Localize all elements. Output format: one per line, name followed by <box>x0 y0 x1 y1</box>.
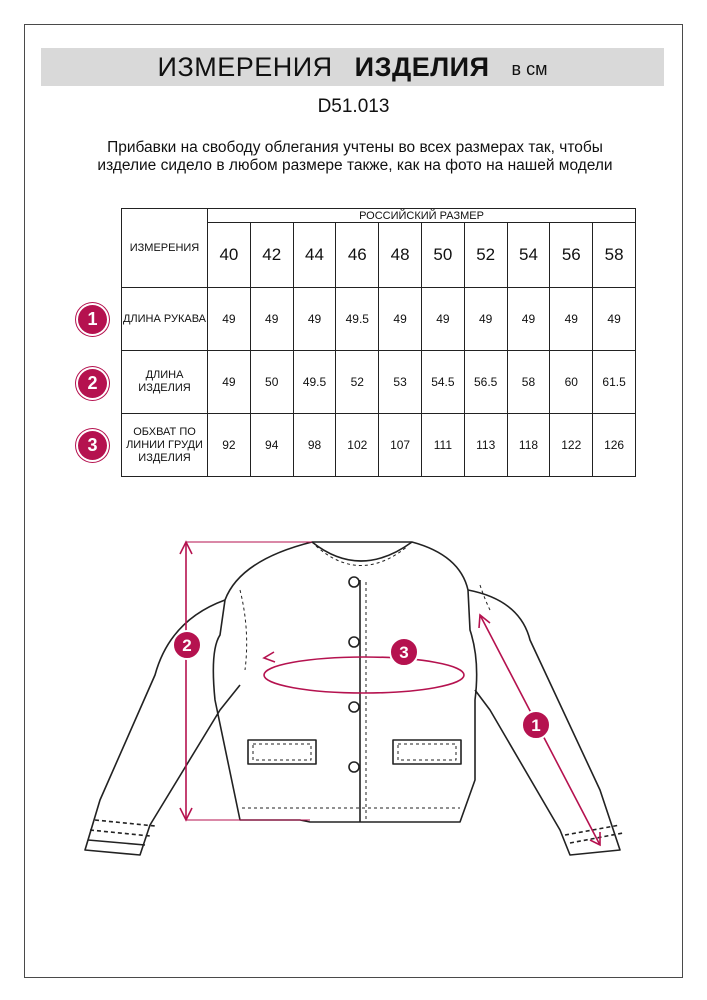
measure-value: 126 <box>593 414 636 477</box>
title-bar <box>41 48 664 86</box>
jacket-outline <box>213 542 476 822</box>
title-unit: в см <box>511 58 548 79</box>
title-bold: ИЗДЕЛИЯ <box>354 51 490 82</box>
measure-value: 61.5 <box>593 351 636 414</box>
chest-guide <box>264 657 464 693</box>
title-main: ИЗМЕРЕНИЯ <box>157 51 333 82</box>
model-code: D51.013 <box>317 96 390 117</box>
measure-value: 49 <box>250 288 293 351</box>
size-table <box>121 208 636 477</box>
size-header: 44 <box>293 223 336 288</box>
size-header: 46 <box>336 223 379 288</box>
measure-value: 94 <box>250 414 293 477</box>
size-header: 42 <box>250 223 293 288</box>
measure-value: 50 <box>250 351 293 414</box>
marker-2: 2 <box>182 636 192 655</box>
neckline <box>312 542 412 561</box>
size-header: 58 <box>593 223 636 288</box>
measure-value: 60 <box>550 351 593 414</box>
size-header: 52 <box>464 223 507 288</box>
measure-value: 49 <box>421 288 464 351</box>
measure-value: 102 <box>336 414 379 477</box>
row-badge-3: 3 <box>78 431 107 460</box>
measure-value: 49 <box>550 288 593 351</box>
size-header: 50 <box>421 223 464 288</box>
marker-1: 1 <box>531 716 541 735</box>
measure-value: 49 <box>208 288 251 351</box>
size-header: 54 <box>507 223 550 288</box>
measure-value: 98 <box>293 414 336 477</box>
size-header: 48 <box>379 223 422 288</box>
measure-value: 122 <box>550 414 593 477</box>
left-sleeve <box>85 600 240 855</box>
measure-value: 56.5 <box>464 351 507 414</box>
measure-label: ДЛИНА РУКАВА <box>122 288 208 351</box>
marker-3: 3 <box>399 643 409 662</box>
measure-value: 52 <box>336 351 379 414</box>
measure-value: 49.5 <box>336 288 379 351</box>
measure-value: 49 <box>593 288 636 351</box>
measure-value: 49 <box>379 288 422 351</box>
measure-value: 49 <box>507 288 550 351</box>
measure-label: ОБХВАТ ПО ЛИНИИ ГРУДИ ИЗДЕЛИЯ <box>122 414 208 477</box>
fit-note: Прибавки на свободу облегания учтены во всех размерах так, чтобы изделие сидело в любом размере также, как на фото на нашей модели <box>97 139 613 174</box>
measure-value: 54.5 <box>421 351 464 414</box>
size-caption: РОССИЙСКИЙ РАЗМЕР <box>208 209 636 223</box>
size-header: 56 <box>550 223 593 288</box>
measure-value: 49.5 <box>293 351 336 414</box>
row-badge-2: 2 <box>78 369 107 398</box>
measure-value: 111 <box>421 414 464 477</box>
measure-value: 49 <box>464 288 507 351</box>
measure-label: ДЛИНА ИЗДЕЛИЯ <box>122 351 208 414</box>
jacket-diagram <box>60 530 650 870</box>
measure-value: 92 <box>208 414 251 477</box>
size-header: 40 <box>208 223 251 288</box>
measure-value: 49 <box>208 351 251 414</box>
measure-value: 107 <box>379 414 422 477</box>
row-badge-1: 1 <box>78 305 107 334</box>
measure-value: 58 <box>507 351 550 414</box>
measure-value: 53 <box>379 351 422 414</box>
measure-header: ИЗМЕРЕНИЯ <box>122 209 208 288</box>
measure-value: 118 <box>507 414 550 477</box>
diagram-markers <box>173 631 550 739</box>
measure-value: 49 <box>293 288 336 351</box>
measure-value: 113 <box>464 414 507 477</box>
